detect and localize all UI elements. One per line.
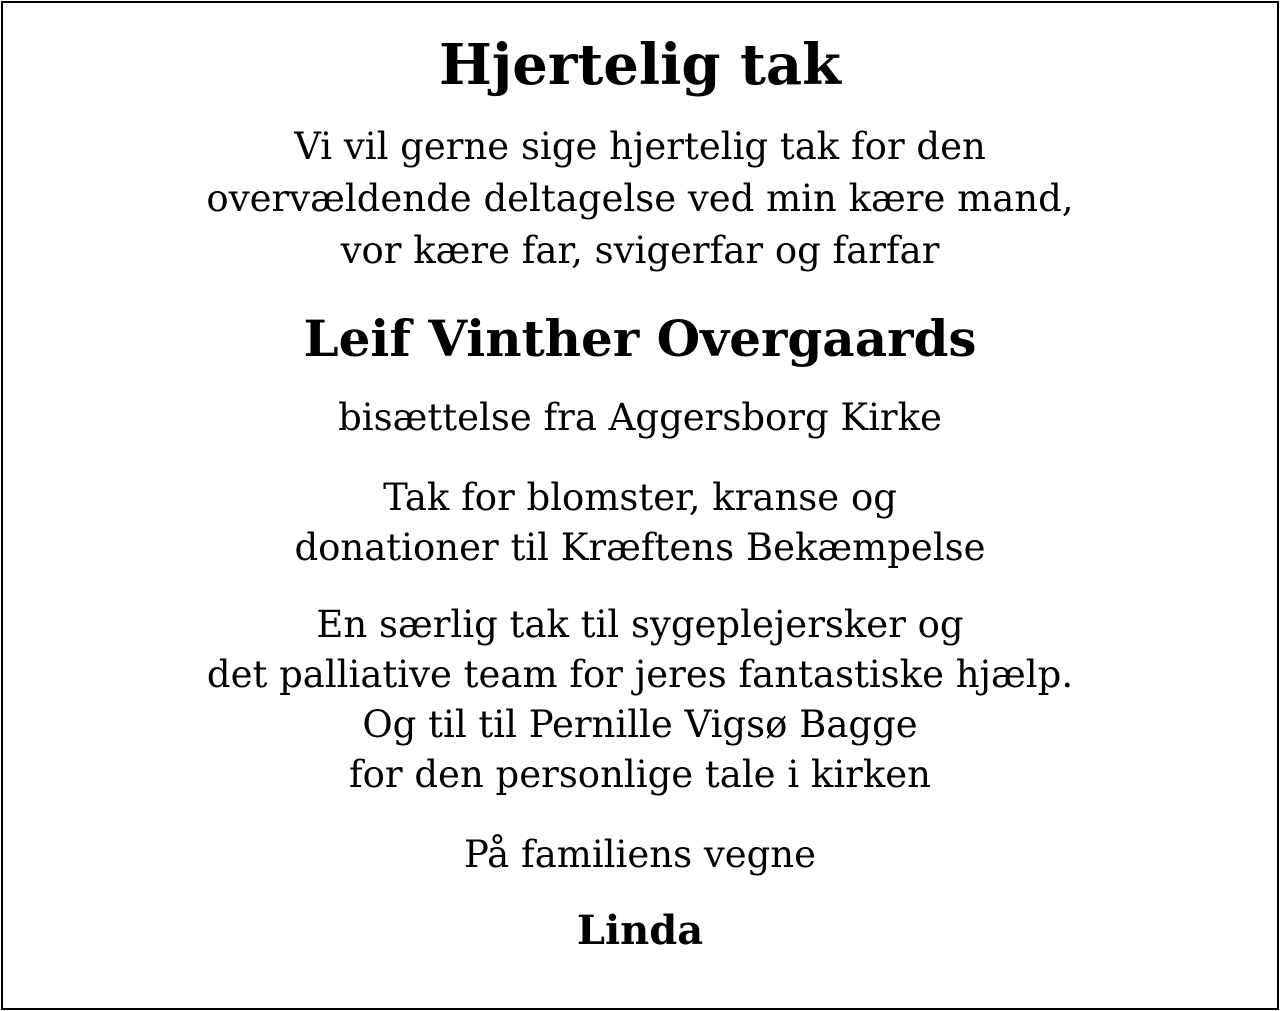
intro-line-1: Vi vil gerne sige hjertelig tak for den xyxy=(294,125,986,168)
flowers-line-2: donationer til Kræftens Bekæmpelse xyxy=(294,526,986,569)
signature: Linda xyxy=(576,907,704,954)
intro-line-2: overvældende deltagelse ved min kære mand, xyxy=(206,177,1074,220)
behalf-line: På familiens vegne xyxy=(463,833,817,876)
special-thanks-line-3: Og til til Pernille Vigsø Bagge xyxy=(362,703,918,746)
intro-line-3: vor kære far, svigerfar og farfar xyxy=(340,229,940,272)
notice-heading: Hjertelig tak xyxy=(439,32,841,98)
service-line: bisættelse fra Aggersborg Kirke xyxy=(338,396,942,439)
flowers-line-1: Tak for blomster, kranse og xyxy=(383,476,897,519)
special-thanks-line-2: det palliative team for jeres fantastiske hjælp. xyxy=(206,653,1074,696)
deceased-name: Leif Vinther Overgaards xyxy=(303,309,977,368)
special-thanks-line-4: for den personlige tale i kirken xyxy=(348,753,932,796)
thank-you-notice xyxy=(1,1,1279,1010)
special-thanks-line-1: En særlig tak til sygeplejersker og xyxy=(316,603,964,646)
